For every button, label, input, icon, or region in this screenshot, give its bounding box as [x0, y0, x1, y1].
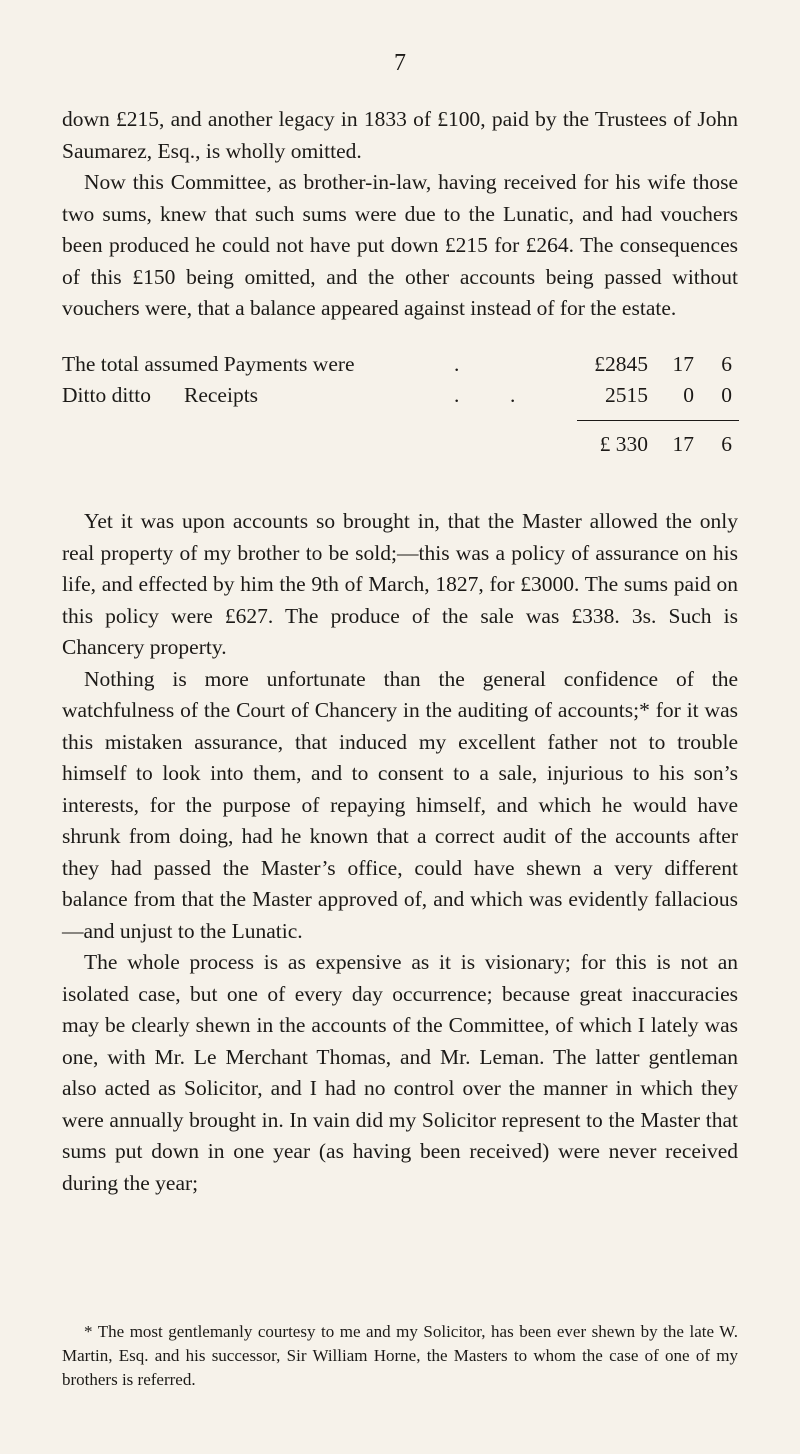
row-sublabel: Receipts — [184, 383, 259, 407]
paragraph: Now this Committee, as brother-in-law, having received for his wife those two sums, knew that such sums were due to the Lunatic, and had vouchers been produced he could not have put down £215 for £264. The consequences of this £150 being omitted, and the other accounts being passed without vouchers were, that a balance appeared against instead of for the estate. — [62, 170, 738, 320]
pounds-value: 2515 — [605, 383, 648, 407]
sum-rule — [577, 420, 739, 421]
total-shillings: 17 — [672, 432, 694, 456]
page-number: 7 — [394, 50, 406, 76]
leader-dots: . — [454, 352, 460, 376]
body-text-bottom — [62, 506, 738, 1199]
total-pence: 6 — [721, 432, 732, 456]
total-pounds: £ 330 — [599, 432, 648, 456]
paragraph: The whole process is as expensive as it is visionary; for this is not an isolated case, but one of every day occurrence; because great inaccuracies may be clearly shewn in the accounts of the Committee, of which I lately was one, with Mr. Le Merchant Thomas, and Mr. Leman. The latter gentleman also acted as Solicitor, and I had no control over the manner in which they were annually brought in. In vain did my Solicitor represent to the Master that sums put down in one year (as having been received) were never received during the year; — [62, 950, 738, 1195]
paragraph: down £215, and another legacy in 1833 of £100, paid by the Trustees of John Saumarez, Esq., is wholly omitted. — [62, 107, 738, 163]
pounds-value: £2845 — [594, 352, 648, 376]
paragraph: Nothing is more unfortunate than the general confidence of the watchfulness of the Court of Chancery in the auditing of accounts;* for it was this mistaken assurance, that induced my excellent father not to trouble himself to look into them, and to consent to a sale, injurious to his son’s interests, for the purpose of repaying himself, and which he would have shrunk from doing, had he known that a correct audit of the accounts after they had passed the Master’s office, could have shewn a very different balance from that the Master approved of, and which was evidently fallacious—and unjust to the Lunatic. — [62, 666, 738, 943]
total-row — [62, 429, 738, 460]
row-label: The total assumed Payments were — [62, 352, 355, 376]
accounts-table — [62, 349, 738, 456]
shillings-value: 17 — [672, 352, 694, 376]
footnote: * The most gentlemanly courtesy to me and my Solicitor, has been ever shewn by the late W. Martin, Esq. and his successor, Sir William Horne, the Masters to whom the case of one of my brothers is referred. — [62, 1322, 738, 1389]
shillings-value: 0 — [683, 383, 694, 407]
body-text-top — [62, 104, 738, 325]
table-row — [62, 349, 738, 380]
pence-value: 6 — [721, 352, 732, 376]
leader-dots: . — [454, 383, 460, 407]
leader-dots: . — [510, 383, 516, 407]
row-label: Ditto ditto — [62, 383, 151, 407]
table-row — [62, 380, 738, 411]
paragraph: Yet it was upon accounts so brought in, that the Master allowed the only real property of my brother to be sold;—this was a policy of assurance on his life, and effected by him the 9th of March, 1827, for £3000. The sums paid on this policy were £627. The produce of the sale was £338. 3s. Such is Chancery property. — [62, 509, 738, 659]
pence-value: 0 — [721, 383, 732, 407]
